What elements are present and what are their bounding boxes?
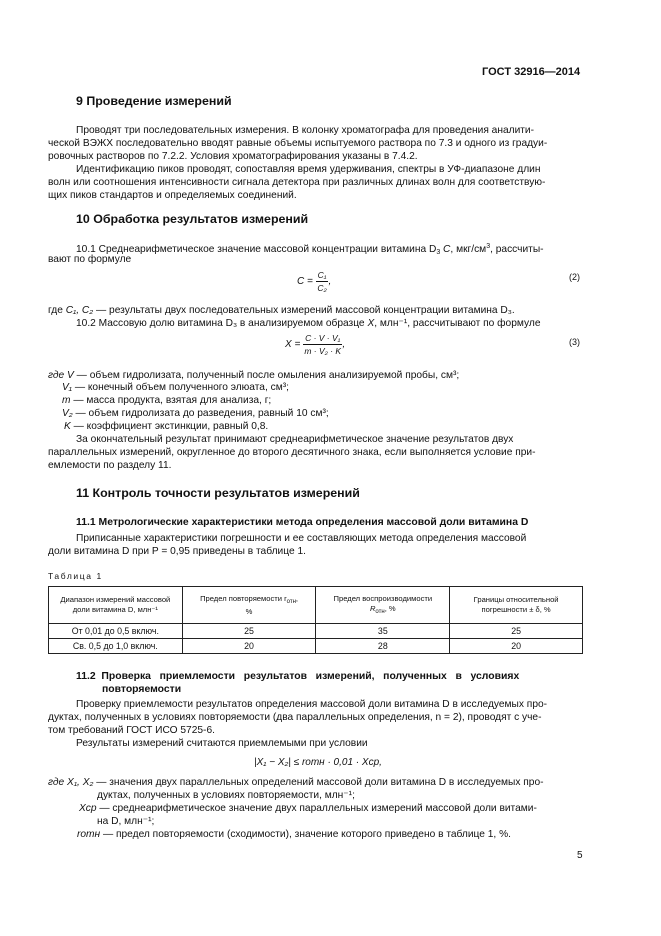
denominator: m · V₂ · K (304, 346, 342, 356)
numerator: C₁ (317, 270, 327, 280)
header-line: Диапазон измерений массовой (60, 595, 171, 604)
section-9-title: 9 Проведение измерений (76, 94, 232, 108)
paragraph-10-2 (76, 317, 541, 330)
line: ровочных растворов по 7.2.2. Условия хроматографирования указаны в 7.4.2. (48, 151, 418, 162)
section-9-paragraph-1 (48, 124, 583, 202)
definition-v2 (62, 407, 329, 420)
header-line: доли витамина D, млн⁻¹ (72, 605, 158, 614)
fraction (316, 270, 332, 293)
equation-number-2: (2) (569, 272, 580, 282)
table-cell: 28 (316, 639, 450, 654)
symbol: X (367, 318, 375, 329)
document-id: ГОСТ 32916—2014 (482, 66, 581, 78)
def-symbol: K (64, 421, 71, 432)
fraction (303, 333, 342, 356)
table-cell: От 0,01 до 0,5 включ. (49, 624, 183, 639)
header-line: Границы относительной (473, 595, 559, 604)
superscript: 3 (486, 243, 491, 250)
where-equation-2 (48, 304, 515, 317)
def-symbol: где V (48, 370, 74, 381)
header-text: , % (384, 603, 396, 613)
definition-x1-x2-cont: дуктах, полученных в условиях повторяемости, млн⁻¹; (97, 790, 355, 801)
section-11-1-paragraph (48, 532, 583, 558)
section-11-title: 11 Контроль точности результатов измерений (76, 486, 360, 500)
line: параллельных измерений, округленное до второго десятичного знака, если выполняется условие при- (48, 447, 536, 458)
header-line: погрешности ± δ, % (481, 605, 551, 614)
line: Приписанные характеристики погрешности и ее составляющих метода определения массовой (76, 533, 527, 544)
line: емлемости по разделу 11. (48, 460, 172, 471)
header-line: Предел воспроизводимости (333, 593, 433, 603)
header-text: , (295, 593, 299, 603)
text: где (48, 305, 66, 316)
eq-lhs: C = (297, 276, 313, 288)
def-text: — объем гидролизата до разведения, равный 10 см³; (72, 408, 329, 419)
subscript: 3 (436, 249, 441, 256)
table-cell: 25 (450, 624, 583, 639)
table-cell: 25 (182, 624, 316, 639)
text: — результаты двух последовательных измерений массовой концентрации витамина D₃. (93, 305, 515, 316)
definition-v1 (62, 381, 289, 394)
line: ческой ВЭЖХ последовательно вводят равные объемы испытуемого раствора по 7.3 и одного из градуи- (48, 138, 548, 149)
table-cell: 20 (450, 639, 583, 654)
header-text: Предел повторяемости r (200, 593, 287, 603)
def-symbol: Xср (79, 803, 97, 814)
def-symbol: m (62, 395, 71, 406)
table-1 (48, 586, 583, 654)
symbols: C₁, C₂ (65, 305, 94, 316)
def-symbol: где X₁, X₂ (48, 777, 94, 788)
table-header-repeatability (182, 587, 316, 624)
header-sub: отн (375, 608, 385, 615)
header-sub: отн (286, 598, 296, 605)
text: , рассчиты- (490, 244, 544, 255)
section-11-2-title (76, 670, 583, 696)
definition-x1-x2 (48, 776, 544, 789)
page-number: 5 (577, 850, 583, 861)
def-text: — значения двух параллельных определений массовой доли витамина D в исследуемых про- (93, 777, 544, 788)
numerator: C · V · V₁ (305, 333, 341, 343)
line: доли витамина D при P = 0,95 приведены в таблице 1. (48, 546, 306, 557)
table-caption: Таблица 1 (48, 571, 103, 581)
section-11-1-title: 11.1 Метрологические характеристики метода определения массовой доли витамина D (76, 517, 529, 528)
line: Идентификацию пиков проводят, сопоставляя время удерживания, спектры в УФ-диапазоне длин (76, 164, 541, 175)
symbol: C (440, 244, 451, 255)
def-symbol: V₁ (62, 382, 73, 393)
section-10-title: 10 Обработка результатов измерений (76, 212, 309, 226)
table-cell: Св. 0,5 до 1,0 включ. (49, 639, 183, 654)
paragraph-10-1-line-2: вают по формуле (48, 254, 132, 265)
line: волн или соотношения интенсивности сигнала детектора при различных длинах волн для соответствую- (48, 177, 546, 188)
def-text: — коэффициент экстинкции, равный 0,8. (70, 421, 269, 432)
header-text: % (245, 606, 253, 616)
header-symbol: R (369, 603, 376, 613)
denominator: C₂ (317, 283, 327, 293)
title-line: повторяемости (102, 684, 182, 695)
text: , млн⁻¹, рассчитывают по формуле (374, 318, 541, 329)
table-cell: 20 (182, 639, 316, 654)
definition-xsr (79, 802, 537, 815)
final-result-paragraph (48, 433, 583, 472)
table-header-row (49, 587, 583, 624)
text: , мкг/см (450, 244, 487, 255)
def-text: — среднеарифметическое значение двух параллельных измерений массовой доли витами- (96, 803, 537, 814)
eq-tail: , (342, 339, 346, 351)
table-cell: 35 (316, 624, 450, 639)
def-text: — масса продукта, взятая для анализа, г; (70, 395, 272, 406)
eq-lhs: X = (285, 339, 301, 351)
eq-tail: , (328, 276, 332, 288)
text: 10.2 Массовую долю витамина D₃ в анализируемом образце (76, 318, 368, 329)
def-text: — конечный объем полученного элюата, см³; (72, 382, 289, 393)
section-11-2-paragraph (48, 698, 583, 750)
line: Проводят три последовательных измерения. В колонку хроматографа для проведения аналити- (76, 125, 535, 136)
definition-r-otn (77, 828, 511, 841)
line: Результаты измерений считаются приемлемыми при условии (76, 738, 368, 749)
line: щих пиков стандартов и определяемых соединений. (48, 190, 297, 201)
line: дуктах, полученных в условиях повторяемости (два параллельных определения, n = 2), проводят с уче- (48, 712, 542, 723)
table-header-range (49, 587, 183, 624)
def-symbol: V₂ (62, 408, 73, 419)
definition-k (64, 420, 268, 433)
line: Проверку приемлемости результатов определения массовой доли витамина D в исследуемых про- (76, 699, 548, 710)
equation-number-3: (3) (569, 337, 580, 347)
def-text: — объем гидролизата, полученный после омыления анализируемой пробы, см³; (73, 370, 460, 381)
table-row (49, 639, 583, 654)
definition-xsr-cont: на D, млн⁻¹; (97, 816, 155, 827)
text: 10.1 Среднеарифметическое значение массовой концентрации витамина D (76, 244, 437, 255)
acceptance-condition: |X₁ − X₂| ≤ rотн · 0,01 · Xср, (254, 757, 382, 768)
equation-3 (285, 333, 345, 356)
line: том требований ГОСТ ИСО 5725-6. (48, 725, 215, 736)
def-symbol: rотн (77, 829, 101, 840)
def-text: — предел повторяемости (сходимости), значение которого приведено в таблице 1, %. (100, 829, 511, 840)
table-header-error (450, 587, 583, 624)
line: За окончательный результат принимают среднеарифметическое значение результатов двух (76, 434, 514, 445)
table-row (49, 624, 583, 639)
definition-m (62, 394, 271, 407)
equation-2 (297, 270, 331, 293)
paragraph-10-1 (76, 240, 583, 259)
title-line: 11.2 Проверка приемлемости результатов измерений, полученных в условиях (76, 671, 520, 682)
table-header-reproducibility (316, 587, 450, 624)
